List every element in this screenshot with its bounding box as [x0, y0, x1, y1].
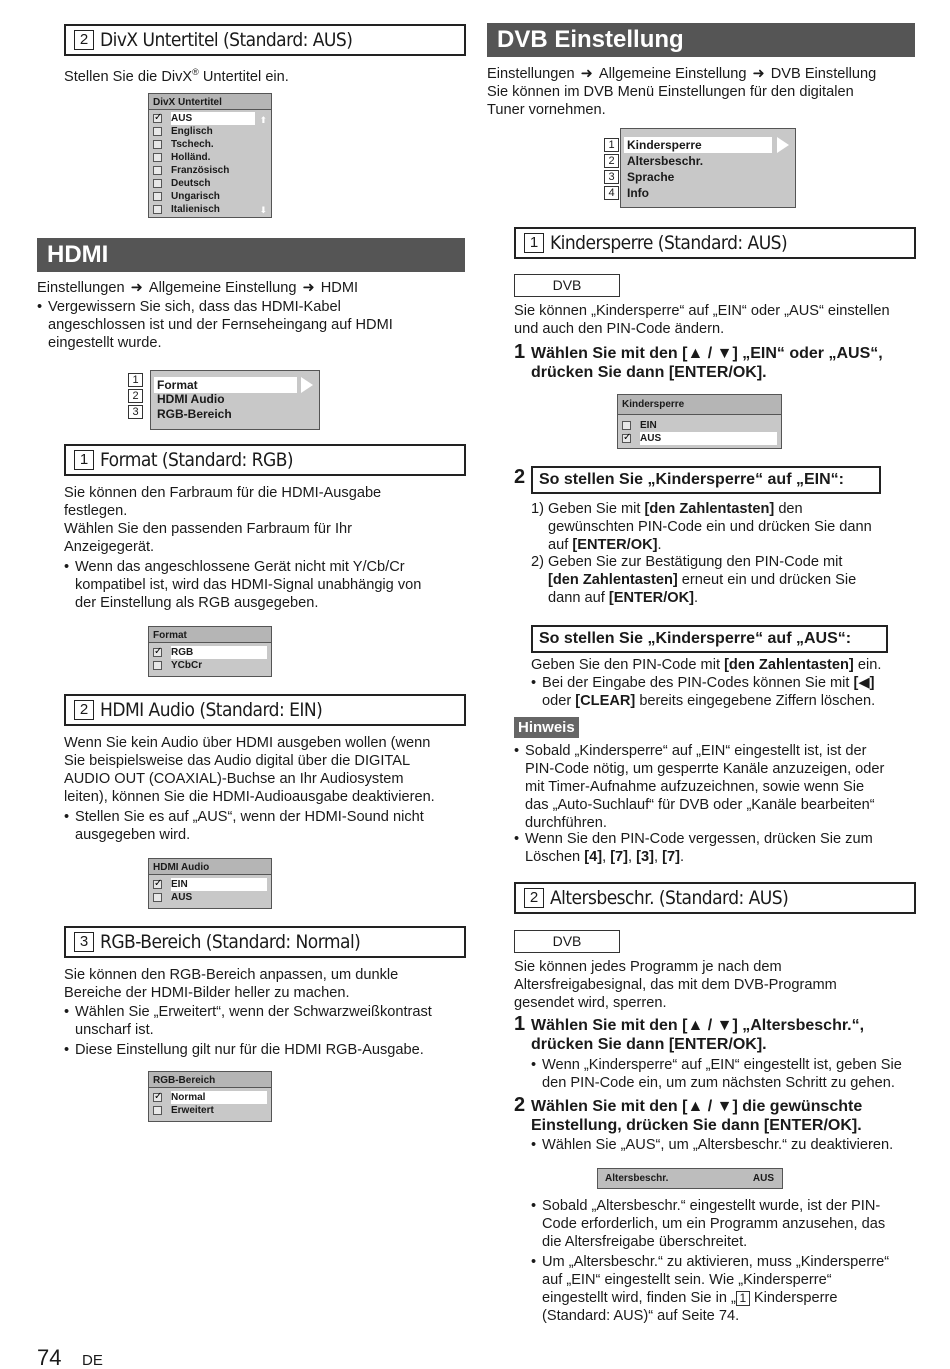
dvb-nav-menu — [604, 137, 704, 201]
checkmark-icon — [153, 1093, 162, 1102]
text: Geben Sie mit — [548, 501, 645, 517]
menu-option-italienisch[interactable] — [149, 203, 271, 216]
option-label: Englisch — [171, 126, 213, 137]
checkmark-icon — [153, 880, 162, 889]
setting-label: Altersbeschr. — [605, 1173, 669, 1184]
kindersperre-ein-substep-1 — [531, 500, 872, 553]
kindersperre-aus-bullet: • Bei der Eingabe des PIN-Codes können Sie mit [◀] oder [CLEAR] bereits eingegebene Ziffern löschen. — [531, 675, 876, 709]
nav-pointer-icon — [301, 377, 313, 393]
menu-option-normal[interactable] — [149, 1091, 271, 1104]
key-name: [den Zahlentasten] — [548, 572, 678, 588]
text-line: Sie können im DVB Menü Einstellungen für den digitalen — [487, 84, 854, 100]
kindersperre-aus-heading: So stellen Sie „Kindersperre“ auf „AUS“: — [531, 625, 888, 653]
nav-number: 2 — [604, 154, 619, 168]
text-line: gesendet wird, sperren. — [514, 995, 667, 1011]
step-number: 2 — [514, 466, 526, 488]
option-label: EIN — [640, 420, 657, 431]
text-line: Sie können „Kindersperre“ auf „EIN“ oder „AUS“ einstellen — [514, 303, 890, 319]
menu-option-rgb[interactable] — [149, 646, 271, 659]
divx-intro — [64, 63, 289, 86]
key-name: [den Zahlentasten] — [644, 501, 775, 517]
bullet-line: (Standard: AUS)“ auf Seite 74. — [542, 1308, 740, 1324]
step-line: Einstellung, drücken Sie dann [ENTER/OK]. — [531, 1117, 862, 1134]
step-line: Wählen Sie mit den [▲ / ▼] „EIN“ oder „AUS“, — [531, 345, 883, 362]
note-bullet-1: • Sobald „Kindersperre“ auf „EIN“ eingestellt ist, ist der PIN-Code nötig, um gesperrte Kanäle anzuzeigen, oder mit Timer-Aufnahme aufzuzeichnen, sowie wenn Sie das „Auto-Suchlauf“ für DVB oder „Kanäle bearbeiten“ durchführen. — [514, 743, 885, 831]
menu-option-deutsch[interactable] — [149, 177, 271, 190]
text: dann auf — [548, 590, 609, 606]
menu-header: Kindersperre — [618, 395, 781, 415]
scroll-up-icon[interactable]: ⬆ — [259, 115, 267, 125]
hdmi-audio-section-heading — [64, 694, 466, 726]
text-line: festlegen. — [64, 503, 128, 519]
altersbeschr-step-2 — [514, 1094, 863, 1135]
text-line: Sie können den Farbraum für die HDMI-Ausgabe — [64, 485, 382, 501]
bullet-line: Wählen Sie „Erweitert“, wenn der Schwarzweißkontrast — [75, 1004, 432, 1020]
note-label: Hinweis — [514, 717, 579, 738]
altersbeschr-setting-bar[interactable] — [597, 1168, 783, 1189]
option-label: Französisch — [171, 165, 230, 176]
divx-intro-text: Stellen Sie die DivX — [64, 68, 193, 85]
step-number: 1 — [514, 1013, 526, 1035]
nav-panel — [620, 128, 796, 208]
text-line: Bereiche der HDMI-Bilder heller zu machen. — [64, 985, 350, 1001]
bullet-line: Diese Einstellung gilt nur für die HDMI RGB-Ausgabe. — [75, 1042, 424, 1058]
text-line: Anzeigegerät. — [64, 539, 155, 555]
section-number: 2 — [524, 888, 544, 908]
dvb-tag: DVB — [514, 274, 620, 297]
altersbeschr-bullet-1: • Sobald „Altersbeschr.“ eingestellt wurde, ist der PIN- Code erforderlich, um ein Programm anzusehen, das die Altersfreigabe überschreitet. — [531, 1198, 886, 1250]
section-title: Altersbeschr. (Standard: AUS) — [550, 887, 789, 909]
bullet-line: unscharf ist. — [75, 1022, 154, 1038]
hdmi-section-band: HDMI — [37, 238, 465, 272]
bullet-line: den PIN-Code ein, um zum nächsten Schritt zu gehen. — [542, 1075, 895, 1091]
section-title: DivX Untertitel (Standard: AUS) — [100, 29, 353, 51]
text: , — [628, 849, 637, 865]
nav-item-sprache[interactable]: Sprache — [627, 170, 675, 184]
section-number: 2 — [74, 30, 94, 50]
bullet-line: auf „EIN“ eingestellt sein. Wie „Kindersperre“ — [542, 1272, 832, 1288]
path-segment: DVB Einstellung — [770, 66, 877, 82]
kindersperre-description — [514, 302, 890, 338]
bullet-line: die Altersfreigabe überschreitet. — [542, 1234, 748, 1250]
bullet-line: durchführen. — [525, 815, 607, 831]
menu-option-ungarisch[interactable] — [149, 190, 271, 203]
menu-option-englisch[interactable] — [149, 125, 271, 138]
bullet-line: PIN-Code nötig, um gesperrte Kanäle anzuzeigen, oder — [525, 761, 885, 777]
rgb-bullet-1: • Wählen Sie „Erweitert“, wenn der Schwarzweißkontrast unscharf ist. — [64, 1004, 432, 1038]
text: bereits eingegebene Ziffern löschen. — [635, 693, 876, 709]
text-line: Sie beispielsweise das Audio digital über die DIGITAL — [64, 753, 411, 769]
checkmark-icon — [153, 114, 162, 123]
option-label: Holländ. — [171, 152, 211, 163]
text: ein. — [853, 657, 882, 673]
divx-subtitle-menu — [148, 93, 272, 218]
text: oder — [542, 693, 576, 709]
menu-option-ycbcr[interactable] — [149, 659, 271, 672]
text-line: leiten), können Sie die HDMI-Audioausgabe deaktivieren. — [64, 789, 435, 805]
right-arrow-icon: ➜ — [752, 66, 765, 82]
checkbox-icon — [153, 192, 162, 201]
path-segment: HDMI — [320, 280, 359, 296]
rgb-bullet-2: • Diese Einstellung gilt nur für die HDMI RGB-Ausgabe. — [64, 1042, 424, 1058]
bullet-line: das „Auto-Suchlauf“ für DVB oder „Kanäle bearbeiten“ — [525, 797, 875, 813]
key-name: [◀] — [853, 675, 875, 691]
key-name: [4] — [584, 849, 603, 865]
nav-item-rgb-bereich[interactable]: RGB-Bereich — [157, 407, 232, 421]
menu-items — [149, 110, 271, 216]
scroll-down-icon[interactable]: ⬇ — [259, 205, 267, 215]
checkbox-icon — [153, 1106, 162, 1115]
checkbox-icon — [153, 893, 162, 902]
bullet-line: der Einstellung als RGB ausgegeben. — [75, 595, 319, 611]
menu-option-ein[interactable] — [618, 419, 781, 432]
right-arrow-icon: ➜ — [130, 280, 143, 296]
section-title: Format (Standard: RGB) — [100, 449, 294, 471]
text-line: Wenn Sie kein Audio über HDMI ausgeben wollen (wenn — [64, 735, 431, 751]
section-number: 2 — [74, 700, 94, 720]
key-name: [7] — [610, 849, 629, 865]
section-number: 3 — [74, 932, 94, 952]
option-label: Deutsch — [171, 178, 211, 189]
nav-item-hdmi-audio[interactable]: HDMI Audio — [157, 392, 225, 406]
key-name: [den Zahlentasten] — [724, 657, 854, 673]
step-line: drücken Sie dann [ENTER/OK]. — [531, 1036, 767, 1053]
text-line: Tuner vornehmen. — [487, 102, 606, 118]
menu-header: DivX Untertitel — [149, 94, 271, 110]
right-arrow-icon: ➜ — [580, 66, 593, 82]
step-line: Wählen Sie mit den [▲ / ▼] die gewünschte — [531, 1098, 863, 1115]
nav-number: 1 — [128, 373, 143, 387]
bullet-line: Um „Altersbeschr.“ zu aktivieren, muss „Kindersperre“ — [542, 1254, 890, 1270]
rgb-description — [64, 966, 398, 1002]
option-label: YCbCr — [171, 660, 203, 671]
option-label: EIN — [171, 878, 267, 891]
checkbox-icon — [153, 127, 162, 136]
option-label: AUS — [640, 432, 777, 445]
text-line: Wählen Sie den passenden Farbraum für Ihr — [64, 521, 352, 537]
option-label: Ungarisch — [171, 191, 220, 202]
section-title: HDMI Audio (Standard: EIN) — [100, 699, 323, 721]
hdmi-cable-bullet: • Vergewissern Sie sich, dass das HDMI-Kabel angeschlossen ist und der Fernseheingang auf HDMI eingestellt wurde. — [37, 299, 393, 351]
menu-option-aus[interactable] — [618, 432, 781, 445]
hdmi-menu-path — [37, 279, 358, 297]
text-line: gewünschten PIN-Code ein und drücken Sie dann — [548, 519, 872, 535]
key-name: [ENTER/OK] — [572, 537, 658, 553]
nav-pointer-icon — [777, 137, 789, 153]
menu-header: RGB-Bereich — [149, 1072, 271, 1088]
text: erneut ein und drücken Sie — [677, 572, 857, 588]
altersbeschr-step-1 — [514, 1013, 865, 1054]
substep-number: 2) — [531, 554, 544, 570]
menu-option-aus[interactable] — [149, 112, 271, 125]
bullet-line: Wenn Sie den PIN-Code vergessen, drücken Sie zum — [525, 831, 873, 847]
setting-value: AUS — [752, 1173, 774, 1184]
key-name: [3] — [636, 849, 654, 865]
checkbox-icon — [153, 179, 162, 188]
option-label: AUS — [171, 112, 255, 125]
text: auf — [548, 537, 573, 553]
bullet-line: mit Timer-Aufnahme aufzuzeichnen, sowie wenn Sie — [525, 779, 865, 795]
checkbox-icon — [153, 205, 162, 214]
kindersperre-step-1 — [514, 341, 883, 382]
altersbeschr-section-heading — [514, 882, 916, 914]
registered-mark: ® — [192, 67, 199, 77]
text-line: Geben Sie zur Bestätigung den PIN-Code mit — [548, 554, 843, 570]
menu-option-erweitert[interactable] — [149, 1104, 271, 1117]
checkbox-icon — [153, 153, 162, 162]
nav-number: 3 — [604, 170, 619, 184]
dvb-description — [487, 83, 854, 119]
altersbeschr-step-2-bullet: • Wählen Sie „AUS“, um „Altersbeschr.“ zu deaktivieren. — [531, 1137, 894, 1153]
menu-option-tschech[interactable] — [149, 138, 271, 151]
menu-option-holländ[interactable] — [149, 151, 271, 164]
bullet-line: Code erforderlich, um ein Programm anzusehen, das — [542, 1216, 886, 1232]
path-segment: Allgemeine Einstellung — [598, 66, 747, 82]
bullet-line: angeschlossen ist und der Fernseheingang auf HDMI — [48, 317, 393, 333]
kindersperre-menu — [617, 394, 782, 449]
step-line: drücken Sie dann [ENTER/OK]. — [531, 364, 767, 381]
format-menu — [148, 626, 272, 677]
path-segment: Einstellungen — [487, 66, 575, 82]
checkbox-icon — [153, 166, 162, 175]
bullet-line: Sobald „Kindersperre“ auf „EIN“ eingestellt ist, ist der — [525, 743, 867, 759]
bullet-line: eingestellt wurde. — [48, 335, 162, 351]
nav-number: 2 — [128, 389, 143, 403]
kindersperre-ein-substep-2 — [531, 553, 857, 606]
bullet-line: ausgegeben wird. — [75, 827, 191, 843]
option-label: AUS — [171, 892, 193, 903]
menu-header: HDMI Audio — [149, 859, 271, 875]
section-ref-number: 1 — [736, 1291, 750, 1306]
menu-header: Format — [149, 627, 271, 643]
nav-item-altersbeschr[interactable]: Altersbeschr. — [627, 154, 704, 168]
text-line: Sie können jedes Programm je nach dem — [514, 959, 782, 975]
option-label: Italienisch — [171, 204, 220, 215]
text-line: Altersfreigabesignal, das mit dem DVB-Programm — [514, 977, 837, 993]
nav-item-info[interactable]: Info — [627, 186, 649, 200]
section-title: RGB-Bereich (Standard: Normal) — [100, 931, 361, 953]
menu-option-ein[interactable] — [149, 878, 271, 891]
page-number: 74 — [37, 1345, 62, 1369]
key-name: [ENTER/OK] — [608, 590, 695, 606]
path-segment: Einstellungen — [37, 280, 125, 296]
dvb-tag: DVB — [514, 930, 620, 953]
divx-section-heading — [64, 24, 466, 56]
nav-item-format[interactable]: Format — [154, 377, 297, 393]
text: Kindersperre — [749, 1290, 838, 1306]
key-name: [7] — [662, 849, 680, 865]
bullet-line: Stellen Sie es auf „AUS“, wenn der HDMI-Sound nicht — [75, 809, 424, 825]
checkbox-icon — [622, 421, 631, 430]
text: , — [602, 849, 611, 865]
step-number: 2 — [514, 1094, 526, 1116]
path-segment: Allgemeine Einstellung — [148, 280, 297, 296]
hdmi-audio-bullet: • Stellen Sie es auf „AUS“, wenn der HDMI-Sound nicht ausgegeben wird. — [64, 809, 424, 843]
text: . — [694, 590, 699, 606]
text-line: Sie können den RGB-Bereich anpassen, um dunkle — [64, 967, 399, 983]
kindersperre-section-heading — [514, 227, 916, 259]
text: den — [774, 501, 803, 517]
bullet-line: Wählen Sie „AUS“, um „Altersbeschr.“ zu deaktivieren. — [542, 1137, 894, 1153]
altersbeschr-bullet-2: • Um „Altersbeschr.“ zu aktivieren, muss „Kindersperre“ auf „EIN“ eingestellt sein. Wie „Kindersperre“ eingestellt wird, finden Sie in „ 1 Kindersperre (Standard: AUS)“ auf Seite 74. — [531, 1254, 890, 1324]
bullet-line: Vergewissern Sie sich, dass das HDMI-Kabel — [48, 299, 341, 315]
dvb-menu-path — [487, 65, 876, 83]
bullet-line: Sobald „Altersbeschr.“ eingestellt wurde, ist der PIN- — [542, 1198, 881, 1214]
hdmi-audio-menu — [148, 858, 272, 909]
bullet-line: Wenn das angeschlossene Gerät nicht mit Y/Cb/Cr — [75, 559, 405, 575]
section-number: 1 — [524, 233, 544, 253]
checkmark-icon — [153, 648, 162, 657]
text: Löschen — [525, 849, 585, 865]
text-line: AUDIO OUT (COAXIAL)-Buchse an Ihr Audiosystem — [64, 771, 404, 787]
text: . — [657, 537, 662, 553]
checkbox-icon — [153, 661, 162, 670]
nav-panel — [150, 370, 320, 430]
option-label: Erweitert — [171, 1105, 214, 1116]
menu-option-französisch[interactable] — [149, 164, 271, 177]
format-description — [64, 484, 381, 556]
section-number: 1 — [74, 450, 94, 470]
bullet-line: Wenn „Kindersperre“ auf „EIN“ eingestellt ist, geben Sie — [542, 1057, 902, 1073]
checkbox-icon — [153, 140, 162, 149]
menu-option-aus[interactable] — [149, 891, 271, 904]
option-label: Normal — [171, 1091, 267, 1104]
text-line: und auch den PIN-Code ändern. — [514, 321, 725, 337]
nav-number: 4 — [604, 186, 619, 200]
altersbeschr-description — [514, 958, 837, 1012]
kindersperre-aus-text — [531, 656, 881, 674]
rgb-menu — [148, 1071, 272, 1122]
option-label: RGB — [171, 646, 267, 659]
section-title: Kindersperre (Standard: AUS) — [550, 232, 788, 254]
text: eingestellt wird, finden Sie in „ — [542, 1290, 736, 1306]
option-label: Tschech. — [171, 139, 214, 150]
altersbeschr-step-1-bullet: • Wenn „Kindersperre“ auf „EIN“ eingestellt ist, geben Sie den PIN-Code ein, um zum nächsten Schritt zu gehen. — [531, 1057, 902, 1091]
key-name: [CLEAR] — [575, 693, 636, 709]
divx-intro-text-end: Untertitel ein. — [198, 68, 289, 85]
text: . — [679, 849, 684, 865]
dvb-section-band: DVB Einstellung — [487, 23, 915, 57]
substep-number: 1) — [531, 501, 544, 517]
nav-number: 1 — [604, 138, 619, 152]
note-bullet-2: • Wenn Sie den PIN-Code vergessen, drücken Sie zum Löschen [4], [7], [3], [7]. — [514, 831, 873, 865]
checkmark-icon — [622, 434, 631, 443]
format-bullet: • Wenn das angeschlossene Gerät nicht mit Y/Cb/Cr kompatibel ist, wird das HDMI-Signal unabhängig von der Einstellung als RGB ausgegeben. — [64, 559, 422, 611]
step-line: Wählen Sie mit den [▲ / ▼] „Altersbeschr.“, — [531, 1017, 865, 1034]
nav-number: 3 — [128, 405, 143, 419]
nav-item-kindersperre[interactable]: Kindersperre — [624, 137, 772, 153]
hdmi-audio-description — [64, 734, 435, 806]
page-language: DE — [82, 1352, 103, 1369]
kindersperre-ein-heading: So stellen Sie „Kindersperre“ auf „EIN“: — [531, 466, 881, 494]
bullet-line: kompatibel ist, wird das HDMI-Signal unabhängig von — [75, 577, 422, 593]
text: Bei der Eingabe des PIN-Codes können Sie mit — [542, 675, 854, 691]
format-section-heading — [64, 444, 466, 476]
hdmi-nav-menu — [128, 372, 232, 421]
right-arrow-icon: ➜ — [302, 280, 315, 296]
rgb-section-heading — [64, 926, 466, 958]
text: Geben Sie den PIN-Code mit — [531, 657, 725, 673]
text: , — [653, 849, 663, 865]
step-number: 1 — [514, 341, 526, 363]
